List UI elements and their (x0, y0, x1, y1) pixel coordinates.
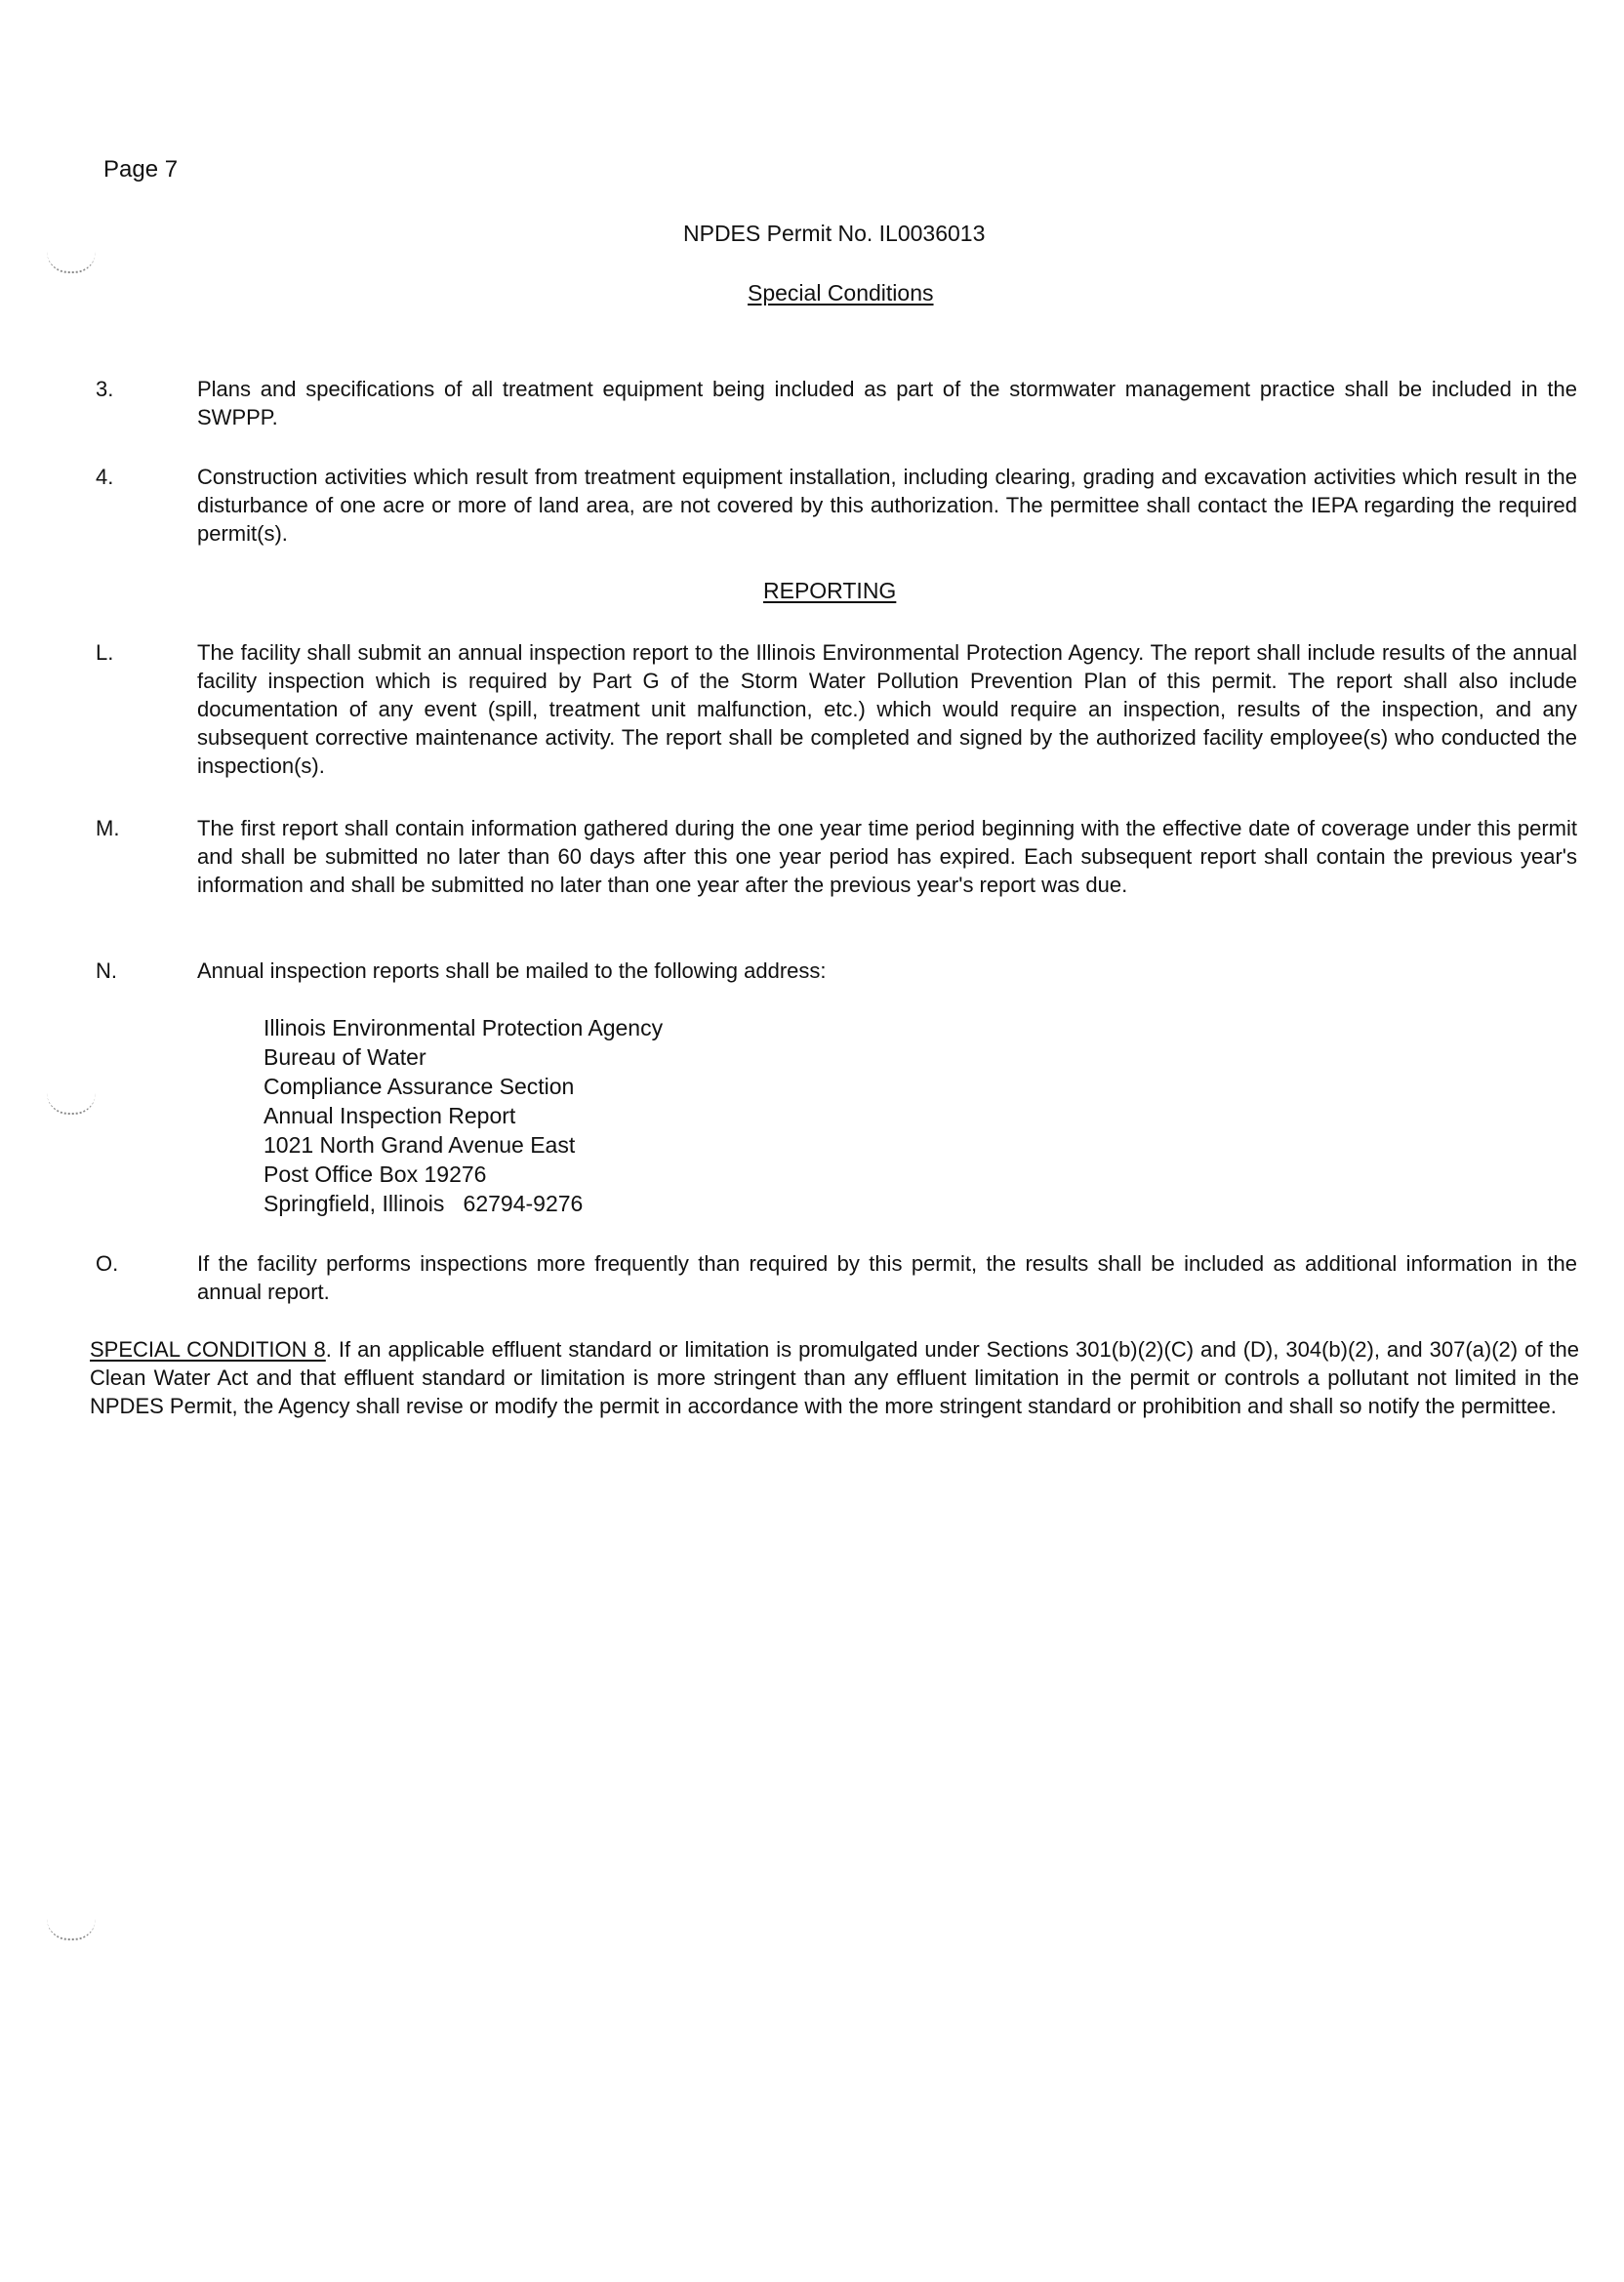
section-title: Special Conditions (748, 280, 934, 306)
item-text: Plans and specifications of all treatment equipment being included as part of the stormwater management practice shall be included in the SWPPP. (197, 377, 1577, 429)
scan-hole-mark (47, 1919, 96, 1940)
permit-number: NPDES Permit No. IL0036013 (683, 221, 986, 246)
item-label: 3. (96, 377, 114, 401)
scan-hole-mark (47, 1093, 96, 1115)
item-label: L. (96, 640, 114, 665)
reporting-item-o (96, 1249, 1579, 1308)
reporting-item-n (96, 957, 1579, 986)
page-number: Page 7 (103, 156, 179, 183)
address-line: Annual Inspection Report (264, 1103, 516, 1128)
special-condition-text: . If an applicable effluent standard or limitation is promulgated under Sections 301(b)(2)(C) and (D), 304(b)(2), and 307(a)(2) of the Clean Water Act and that effluent standard or limitation is more stringent than any effluent limitation in the permit or controls a pollutant not limited in the NPDES Permit, the Agency shall revise or modify the permit in accordance with the more stringent standard or prohibition and shall so notify the permittee. (90, 1337, 1580, 1418)
item-label: O. (96, 1251, 119, 1276)
item-label: N. (96, 958, 117, 983)
item-label: 4. (96, 465, 114, 489)
special-condition-8 (90, 1335, 1579, 1420)
address-line: Springfield, Illinois 62794-9276 (264, 1191, 584, 1216)
reporting-item-m (96, 814, 1579, 931)
reporting-item-l (96, 638, 1579, 785)
condition-item-4 (96, 463, 1579, 550)
item-text: Annual inspection reports shall be mailed to the following address: (197, 958, 827, 983)
reporting-heading: REPORTING (763, 578, 897, 603)
address-line: Bureau of Water (264, 1044, 426, 1070)
item-label: M. (96, 816, 120, 840)
address-line: Illinois Environmental Protection Agency (264, 1015, 664, 1040)
scan-hole-mark (47, 252, 96, 273)
address-line: 1021 North Grand Avenue East (264, 1132, 576, 1158)
item-text: If the facility performs inspections more frequently than required by this permit, the results shall be included as additional information in the annual report. (197, 1251, 1577, 1304)
item-text: The first report shall contain information gathered during the one year time period beginning with the effective date of coverage under this permit and shall be submitted no later than 60 days after this one year period has expired. Each subsequent report shall contain the previous year's information and shall be submitted no later than one year after the previous year's report was due. (197, 816, 1577, 897)
item-text: The facility shall submit an annual inspection report to the Illinois Environmental Protection Agency. The report shall include results of the annual facility inspection which is required by Part G of the Storm Water Pollution Prevention Plan of this permit. The report shall also include documentation of any event (spill, treatment unit malfunction, etc.) which would require an inspection, results of the inspection, and any subsequent corrective maintenance activity. The report shall be completed and signed by the authorized facility employee(s) who conducted the inspection(s). (197, 640, 1577, 778)
condition-item-3 (96, 375, 1579, 433)
mailing-address (264, 1013, 663, 1218)
special-condition-heading: SPECIAL CONDITION 8 (90, 1337, 326, 1362)
address-line: Compliance Assurance Section (264, 1074, 575, 1099)
item-text: Construction activities which result from treatment equipment installation, including clearing, grading and excavation activities which result in the disturbance of one acre or more of land area, are not covered by this authorization. The permittee shall contact the IEPA regarding the required permit(s). (197, 465, 1577, 546)
address-line: Post Office Box 19276 (264, 1161, 487, 1187)
